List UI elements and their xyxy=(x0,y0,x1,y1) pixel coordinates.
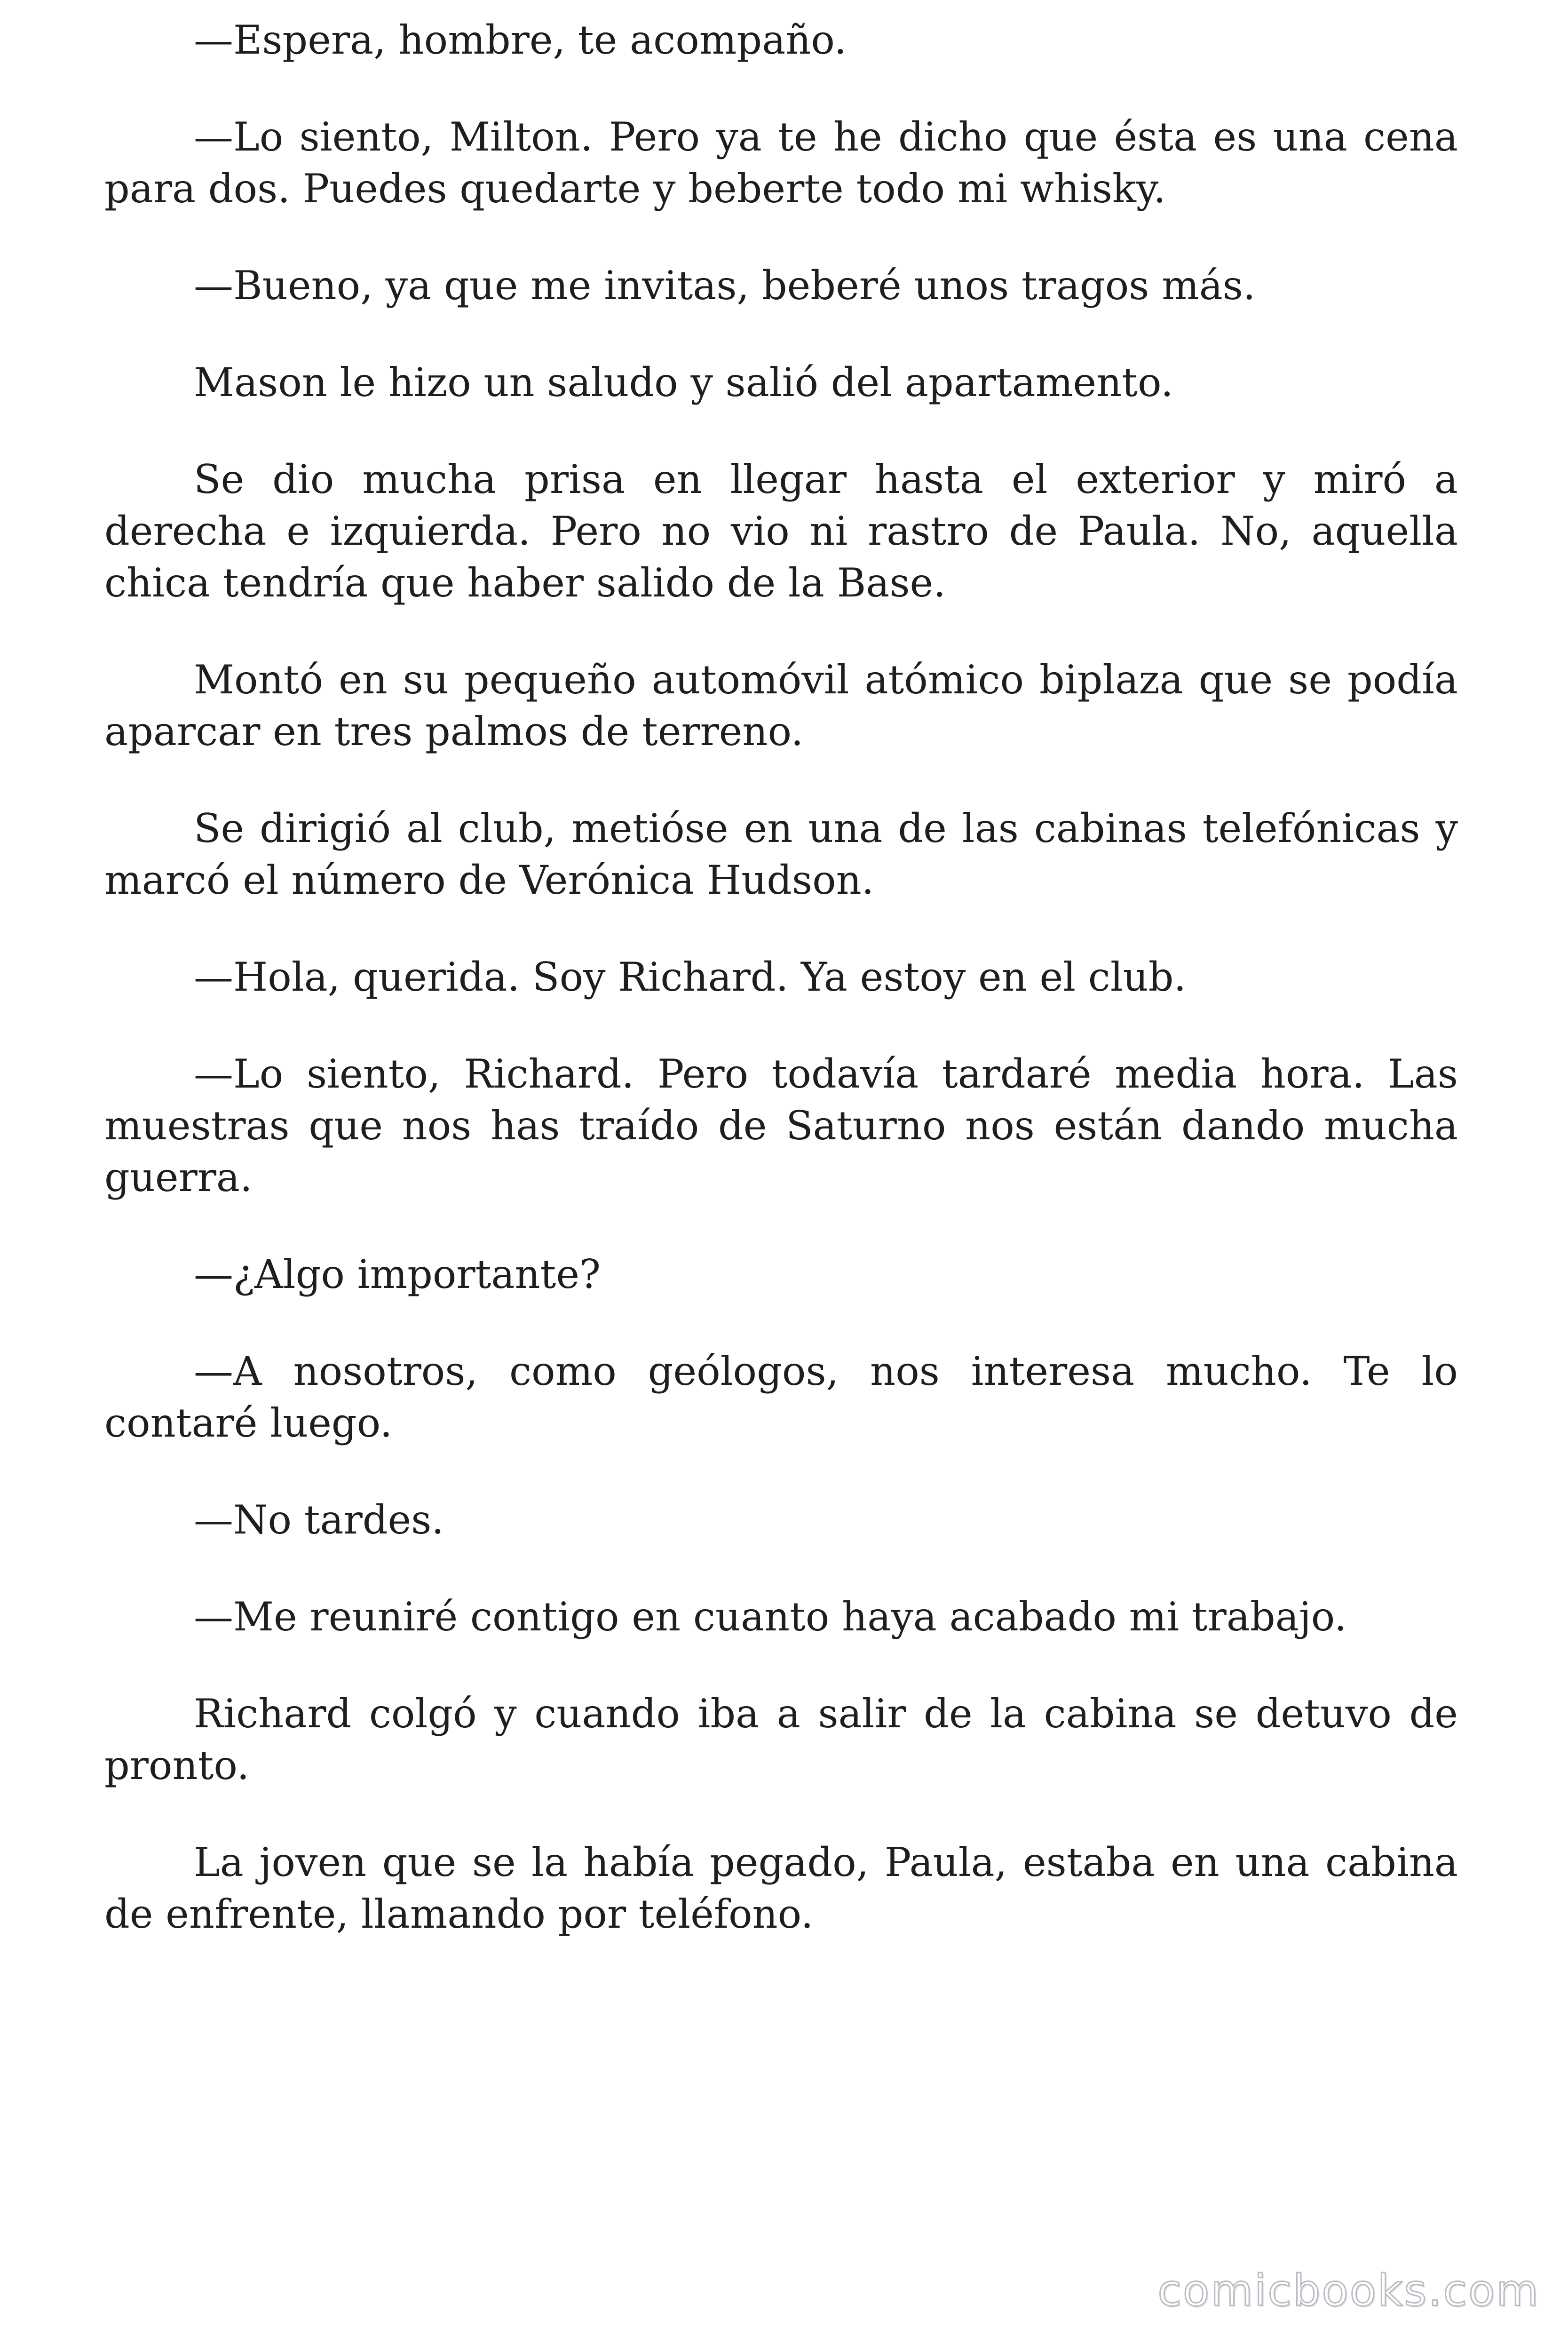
paragraph: La joven que se la había pegado, Paula, estaba en una cabina de enfrente, llamando por teléfono. xyxy=(104,1839,1458,1937)
paragraph: —Me reuniré contigo en cuanto haya acabado mi trabajo. xyxy=(194,1594,1347,1640)
paragraph: —Lo siento, Milton. Pero ya te he dicho que ésta es una cena para dos. Puedes quedarte y beberte todo mi whisky. xyxy=(104,114,1458,212)
paragraph: —Espera, hombre, te acompaño. xyxy=(194,17,847,63)
paragraph: —Bueno, ya que me invitas, beberé unos tragos más. xyxy=(194,262,1256,309)
paragraph: —Hola, querida. Soy Richard. Ya estoy en el club. xyxy=(194,954,1187,1000)
paragraph: Mason le hizo un saludo y salió del apartamento. xyxy=(194,359,1173,405)
paragraph: —No tardes. xyxy=(194,1497,444,1543)
paragraph: Se dio mucha prisa en llegar hasta el exterior y miró a derecha e izquierda. Pero no vio ni rastro de Paula. No, aquella chica tendría que haber salido de la Base. xyxy=(104,456,1458,606)
paragraph: —Lo siento, Richard. Pero todavía tardaré media hora. Las muestras que nos has traído de Saturno nos están dando mucha guerra. xyxy=(104,1051,1458,1200)
paragraph: —¿Algo importante? xyxy=(194,1251,601,1297)
body-text xyxy=(104,14,1458,1985)
paragraph: Se dirigió al club, metióse en una de las cabinas telefónicas y marcó el número de Verónica Hudson. xyxy=(104,805,1458,903)
watermark: comicbooks.com xyxy=(1157,2265,1540,2316)
paragraph: Montó en su pequeño automóvil atómico biplaza que se podía aparcar en tres palmos de terreno. xyxy=(104,657,1458,755)
paragraph: Richard colgó y cuando iba a salir de la cabina se detuvo de pronto. xyxy=(104,1691,1458,1788)
paragraph: —A nosotros, como geólogos, nos interesa mucho. Te lo contaré luego. xyxy=(104,1348,1458,1446)
